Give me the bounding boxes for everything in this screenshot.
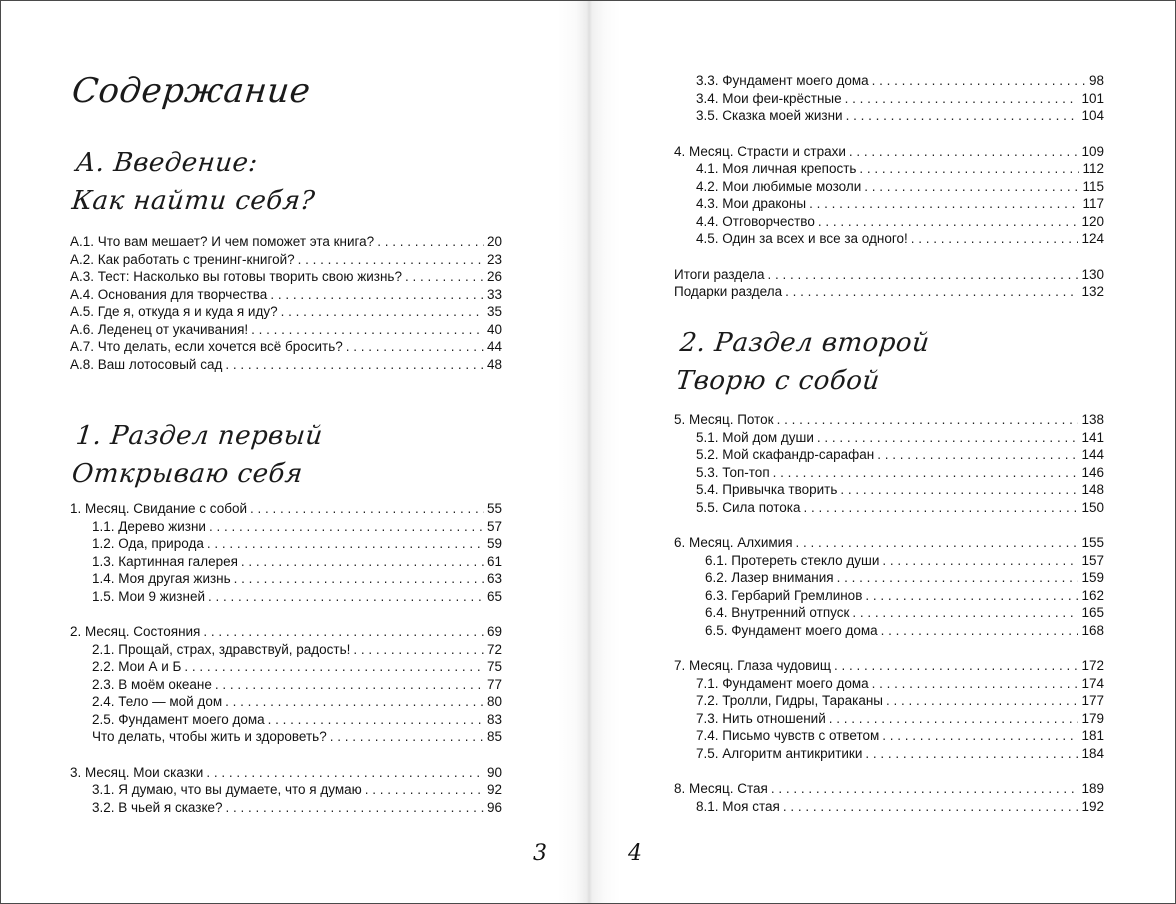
toc-entry[interactable]: 3.5. Сказка моей жизни . . . 104 — [674, 107, 1104, 125]
toc-entry[interactable]: 4.4. Отговорчество . . . 120 — [674, 213, 1104, 231]
toc-entry[interactable]: 6.1. Протереть стекло души . . . 157 — [674, 552, 1104, 570]
toc-entry[interactable]: 7.5. Алгоритм антикритики . . . 184 — [674, 745, 1104, 763]
toc-entry[interactable]: 6.2. Лазер внимания . . . 159 — [674, 569, 1104, 587]
toc-entry[interactable]: 2.3. В моём океане . . . 77 — [70, 676, 502, 694]
intro-entries — [70, 233, 502, 373]
section1-entries — [70, 500, 502, 816]
toc-entry[interactable]: 5.2. Мой скафандр-сарафан . . . 144 — [674, 446, 1104, 464]
toc-entry[interactable]: 6.4. Внутренний отпуск . . . 165 — [674, 604, 1104, 622]
right-page — [628, 1, 1104, 903]
section1-heading — [70, 417, 325, 493]
toc-entry[interactable]: 1.2. Ода, природа . . . 59 — [70, 535, 502, 553]
toc-entry[interactable]: 8.1. Моя стая . . . 192 — [674, 798, 1104, 816]
intro-heading-line-2: Как найти себя? — [70, 186, 317, 216]
toc-entry[interactable]: 4.3. Мои драконы . . . 117 — [674, 195, 1104, 213]
month3-continued — [674, 72, 1104, 301]
toc-month-header[interactable]: 3. Месяц. Мои сказки . . . 90 — [70, 764, 502, 782]
section2-heading-line-1: 2. Раздел второй — [678, 328, 931, 358]
toc-entry[interactable]: 3.4. Мои феи-крёстные . . . 101 — [674, 90, 1104, 108]
toc-entry[interactable]: 2.2. Мои А и Б . . . 75 — [70, 658, 502, 676]
page-number: 3 — [533, 841, 547, 866]
toc-entry[interactable]: 7.1. Фундамент моего дома . . . 174 — [674, 675, 1104, 693]
toc-entry[interactable]: 2.1. Прощай, страх, здравствуй, радость! . . . 72 — [70, 641, 502, 659]
toc-entry[interactable]: 4.5. Один за всех и все за одного! . . . 124 — [674, 230, 1104, 248]
left-page — [70, 1, 547, 903]
toc-month-header[interactable]: 5. Месяц. Поток . . . 138 — [674, 411, 1104, 429]
toc-entry[interactable]: Итоги раздела . . . 130 — [674, 266, 1104, 284]
toc-entry[interactable]: 3.1. Я думаю, что вы думаете, что я думаю . . . 92 — [70, 781, 502, 799]
toc-month-header[interactable]: 2. Месяц. Состояния . . . 69 — [70, 623, 502, 641]
toc-entry[interactable]: 1.3. Картинная галерея . . . 61 — [70, 553, 502, 571]
toc-entry[interactable]: 5.5. Сила потока . . . 150 — [674, 499, 1104, 517]
toc-entry[interactable]: 5.4. Привычка творить . . . 148 — [674, 481, 1104, 499]
toc-entry[interactable]: 7.3. Нить отношений . . . 179 — [674, 710, 1104, 728]
section1-heading-line-2: Открываю себя — [70, 459, 305, 489]
toc-entry[interactable]: 2.5. Фундамент моего дома . . . 83 — [70, 711, 502, 729]
toc-entry[interactable]: 4.2. Мои любимые мозоли . . . 115 — [674, 178, 1104, 196]
toc-entry[interactable]: 6.3. Гербарий Гремлинов . . . 162 — [674, 587, 1104, 605]
toc-entry[interactable]: 1.5. Мои 9 жизней . . . 65 — [70, 588, 502, 606]
toc-entry[interactable]: 3.3. Фундамент моего дома . . . 98 — [674, 72, 1104, 90]
toc-entry[interactable]: А.7. Что делать, если хочется всё бросить? . . . 44 — [70, 338, 502, 356]
page-number: 4 — [628, 841, 642, 866]
section2-heading — [674, 324, 931, 400]
toc-entry[interactable]: 4.1. Моя личная крепость . . . 112 — [674, 160, 1104, 178]
toc-entry[interactable]: 6.5. Фундамент моего дома . . . 168 — [674, 622, 1104, 640]
toc-month-header[interactable]: 8. Месяц. Стая . . . 189 — [674, 780, 1104, 798]
toc-title: Содержание — [70, 71, 313, 111]
toc-entry[interactable]: 5.3. Топ-топ . . . 146 — [674, 464, 1104, 482]
toc-entry[interactable]: 2.4. Тело — мой дом . . . 80 — [70, 693, 502, 711]
section1-heading-line-1: 1. Раздел первый — [74, 421, 325, 451]
toc-entry[interactable]: 1.4. Моя другая жизнь . . . 63 — [70, 570, 502, 588]
toc-entry[interactable]: 7.4. Письмо чувств с ответом . . . 181 — [674, 727, 1104, 745]
toc-entry[interactable]: 7.2. Тролли, Гидры, Тараканы . . . 177 — [674, 692, 1104, 710]
toc-entry[interactable]: Подарки раздела . . . 132 — [674, 283, 1104, 301]
section2-heading-line-2: Творю с собой — [674, 366, 882, 396]
toc-entry[interactable]: А.8. Ваш лотосовый сад . . . 48 — [70, 356, 502, 374]
toc-month-header[interactable]: 1. Месяц. Свидание с собой . . . 55 — [70, 500, 502, 518]
toc-entry[interactable]: А.5. Где я, откуда я и куда я иду? . . . 35 — [70, 303, 502, 321]
section2-entries — [674, 411, 1104, 815]
toc-entry[interactable]: А.3. Тест: Насколько вы готовы творить свою жизнь? . . . 26 — [70, 268, 502, 286]
toc-month-header[interactable]: 6. Месяц. Алхимия . . . 155 — [674, 534, 1104, 552]
toc-entry[interactable]: А.2. Как работать с тренинг-книгой? . . . 23 — [70, 251, 502, 269]
intro-heading — [70, 144, 321, 220]
toc-month-header[interactable]: 4. Месяц. Страсти и страхи . . . 109 — [674, 143, 1104, 161]
intro-heading-line-1: А. Введение: — [74, 148, 260, 178]
toc-entry[interactable]: 5.1. Мой дом души . . . 141 — [674, 429, 1104, 447]
toc-entry[interactable]: 3.2. В чьей я сказке? . . . 96 — [70, 799, 502, 817]
toc-entry[interactable]: А.1. Что вам мешает? И чем поможет эта книга? . . . 20 — [70, 233, 502, 251]
toc-entry[interactable]: А.6. Леденец от укачивания! . . . 40 — [70, 321, 502, 339]
book-gutter-shadow — [557, 1, 621, 903]
toc-month-header[interactable]: 7. Месяц. Глаза чудовищ . . . 172 — [674, 657, 1104, 675]
toc-entry[interactable]: 1.1. Дерево жизни . . . 57 — [70, 518, 502, 536]
toc-entry[interactable]: А.4. Основания для творчества . . . 33 — [70, 286, 502, 304]
toc-entry[interactable]: Что делать, чтобы жить и здороветь? . . . 85 — [70, 728, 502, 746]
